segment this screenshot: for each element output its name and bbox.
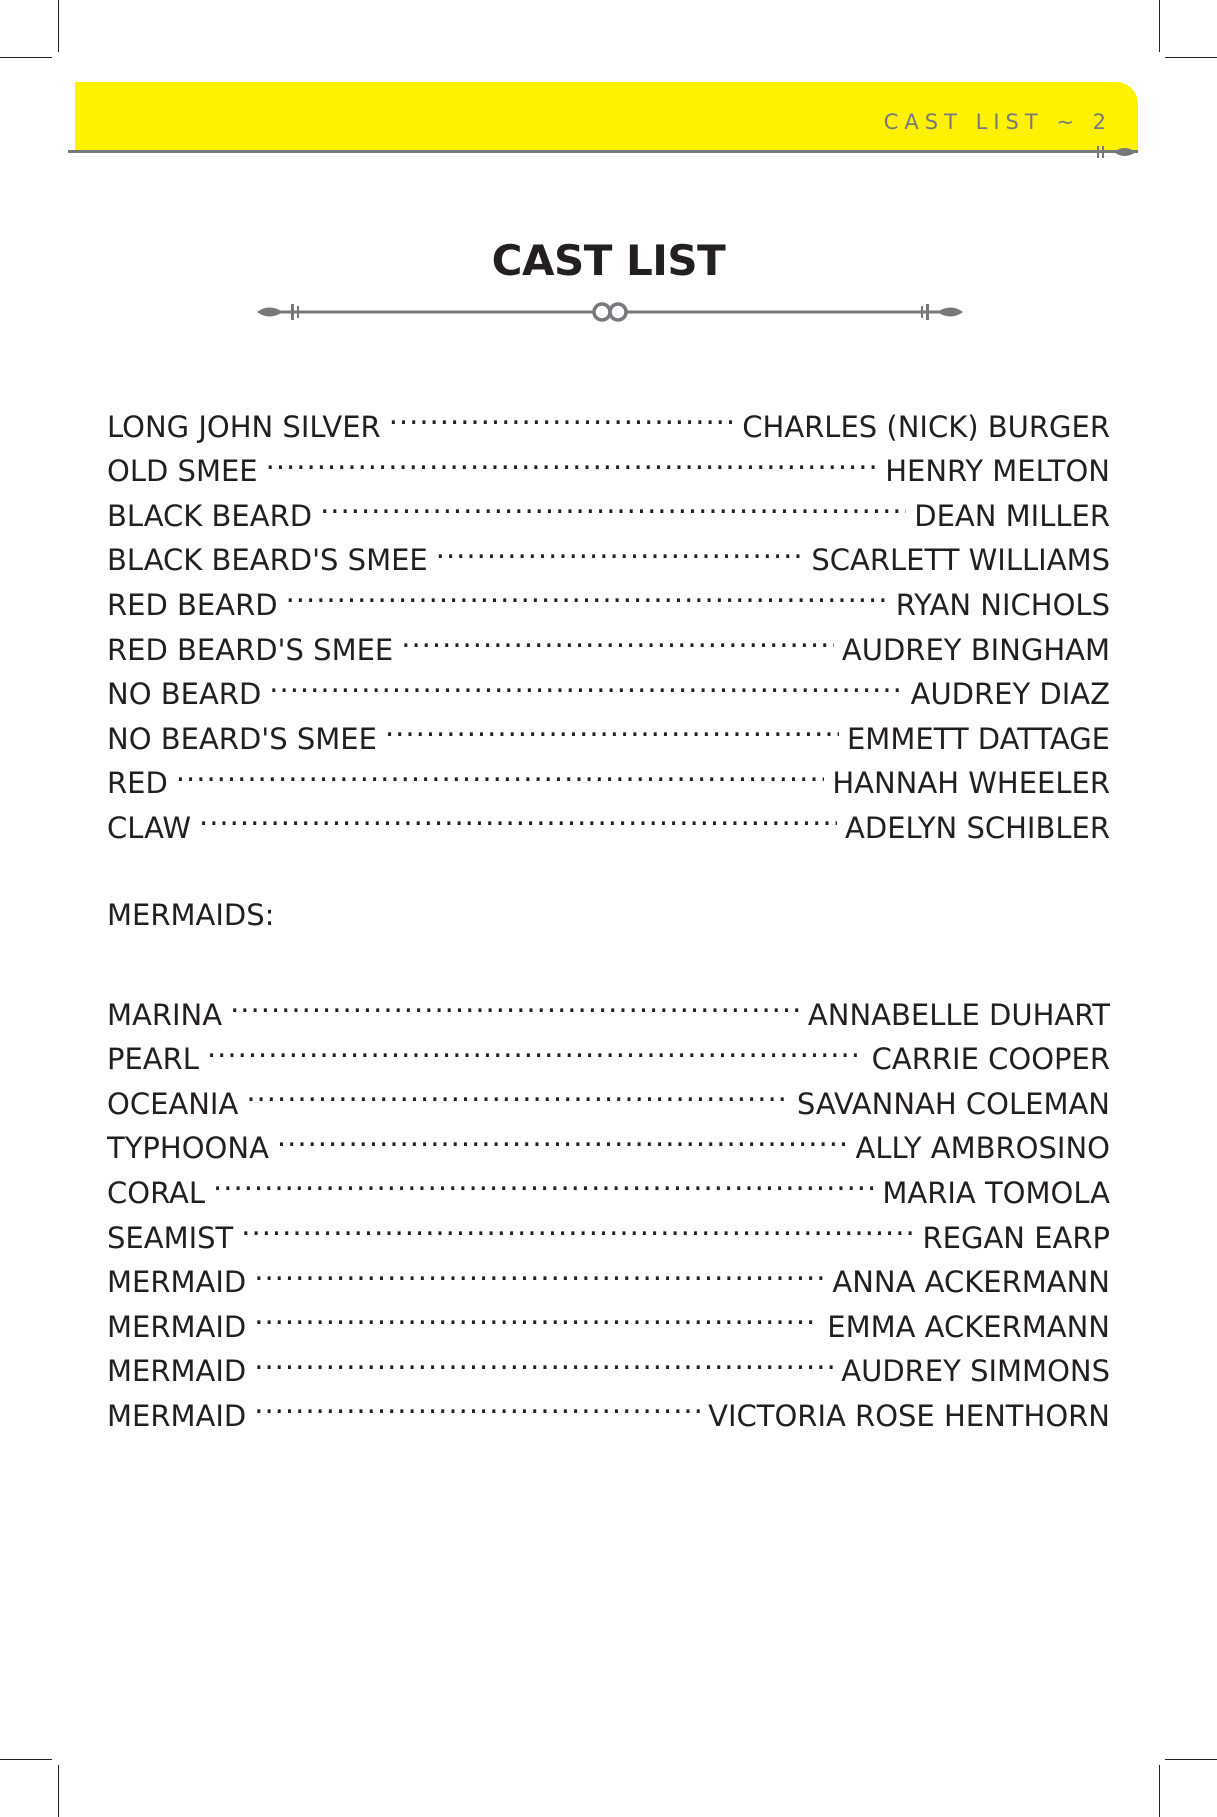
role-name: TYPHOONA bbox=[107, 1131, 269, 1166]
running-header: CAST LIST ~ 2 bbox=[883, 110, 1112, 134]
dot-leader bbox=[207, 1025, 864, 1070]
role-name: MARINA bbox=[107, 997, 223, 1032]
cast-row bbox=[107, 392, 1110, 444]
role-name: RED bbox=[107, 766, 168, 801]
actor-name: CARRIE COOPER bbox=[871, 1042, 1110, 1077]
actor-name: ANNABELLE DUHART bbox=[807, 997, 1110, 1032]
actor-name: EMMETT DATTAGE bbox=[846, 721, 1110, 756]
dot-leader bbox=[176, 749, 825, 794]
dot-leader bbox=[266, 437, 878, 482]
actor-name: MARIA TOMOLA bbox=[882, 1175, 1110, 1210]
actor-name: ALLY AMBROSINO bbox=[855, 1131, 1110, 1166]
dot-leader bbox=[246, 1069, 789, 1114]
role-name: PEARL bbox=[107, 1042, 199, 1077]
role-name: LONG JOHN SILVER bbox=[107, 409, 381, 444]
dot-leader bbox=[254, 1248, 824, 1293]
dot-leader bbox=[401, 615, 834, 660]
role-name: NO BEARD'S SMEE bbox=[107, 721, 377, 756]
role-name: RED BEARD'S SMEE bbox=[107, 632, 394, 667]
dot-leader bbox=[254, 1381, 700, 1426]
dot-leader bbox=[389, 392, 735, 437]
mermaid-cast-list bbox=[107, 980, 1110, 1433]
role-name: OLD SMEE bbox=[107, 454, 258, 489]
role-name: MERMAID bbox=[107, 1309, 247, 1344]
dot-leader bbox=[199, 793, 837, 838]
crop-mark bbox=[58, 0, 59, 52]
role-name: MERMAID bbox=[107, 1265, 247, 1300]
dot-leader bbox=[320, 481, 906, 526]
dot-leader bbox=[385, 704, 839, 749]
page-title: CAST LIST bbox=[491, 236, 726, 285]
role-name: CORAL bbox=[107, 1175, 206, 1210]
actor-name: SAVANNAH COLEMAN bbox=[796, 1086, 1110, 1121]
actor-name: AUDREY DIAZ bbox=[910, 677, 1110, 712]
crop-mark bbox=[1159, 1765, 1160, 1817]
actor-name: AUDREY BINGHAM bbox=[841, 632, 1110, 667]
cast-list bbox=[107, 392, 1110, 845]
role-name: MERMAID bbox=[107, 1354, 247, 1389]
dot-leader bbox=[269, 660, 902, 705]
role-name: MERMAID bbox=[107, 1398, 247, 1433]
ornament-icon bbox=[1086, 141, 1138, 163]
crop-mark bbox=[58, 1765, 59, 1817]
dot-leader bbox=[254, 1292, 819, 1337]
actor-name: HENRY MELTON bbox=[885, 454, 1110, 489]
header-rule bbox=[68, 150, 1138, 153]
dot-leader bbox=[254, 1337, 833, 1382]
dot-leader bbox=[241, 1203, 914, 1248]
actor-name: VICTORIA ROSE HENTHORN bbox=[708, 1398, 1110, 1433]
title-divider-ornament bbox=[255, 297, 965, 327]
role-name: CLAW bbox=[107, 810, 191, 845]
role-name: SEAMIST bbox=[107, 1220, 234, 1255]
role-name: OCEANIA bbox=[107, 1086, 239, 1121]
actor-name: CHARLES (NICK) BURGER bbox=[742, 409, 1110, 444]
dot-leader bbox=[286, 570, 888, 615]
actor-name: ADELYN SCHIBLER bbox=[845, 810, 1110, 845]
actor-name: AUDREY SIMMONS bbox=[841, 1354, 1110, 1389]
crop-mark bbox=[1159, 0, 1160, 52]
role-name: NO BEARD bbox=[107, 677, 262, 712]
role-name: BLACK BEARD'S SMEE bbox=[107, 543, 428, 578]
dot-leader bbox=[213, 1158, 874, 1203]
actor-name: DEAN MILLER bbox=[914, 498, 1110, 533]
actor-name: REGAN EARP bbox=[922, 1220, 1110, 1255]
role-name: RED BEARD bbox=[107, 587, 278, 622]
role-name: BLACK BEARD bbox=[107, 498, 313, 533]
actor-name: EMMA ACKERMANN bbox=[827, 1309, 1110, 1344]
actor-name: ANNA ACKERMANN bbox=[832, 1265, 1110, 1300]
section-heading-mermaids: MERMAIDS: bbox=[107, 898, 275, 932]
dot-leader bbox=[277, 1114, 848, 1159]
crop-mark bbox=[1165, 1759, 1217, 1760]
crop-mark bbox=[1165, 57, 1217, 58]
dot-leader bbox=[436, 526, 804, 571]
crop-mark bbox=[0, 57, 52, 58]
actor-name: RYAN NICHOLS bbox=[895, 587, 1110, 622]
crop-mark bbox=[0, 1759, 52, 1760]
dot-leader bbox=[230, 980, 800, 1025]
actor-name: SCARLETT WILLIAMS bbox=[811, 543, 1110, 578]
cast-row bbox=[107, 980, 1110, 1032]
actor-name: HANNAH WHEELER bbox=[832, 766, 1110, 801]
